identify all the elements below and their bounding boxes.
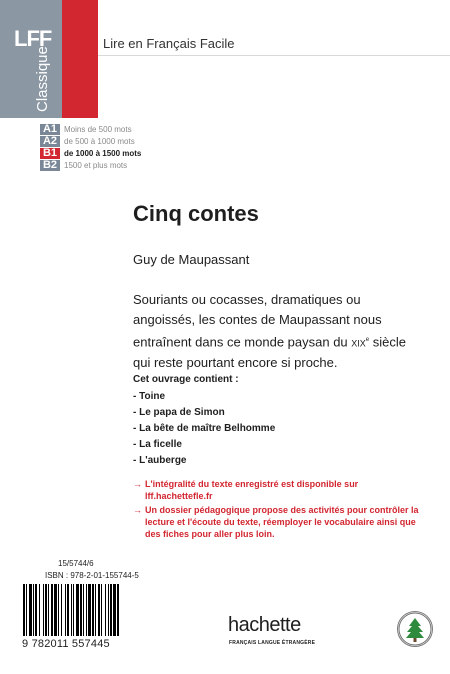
note-pedagogy bbox=[133, 504, 423, 540]
isbn: ISBN : 978-2-01-155744-5 bbox=[45, 571, 139, 580]
list-item: - La bête de maître Belhomme bbox=[133, 423, 276, 434]
note-text: L'intégralité du texte enregistré est disponible sur lff.hachettefle.fr bbox=[145, 479, 359, 501]
blurb-text: Souriants ou cocasses, dramatiques ou angoissés, les contes de Maupassant nous entraînent dans ce monde paysan du bbox=[133, 292, 382, 350]
publisher-subtitle: FRANÇAIS LANGUE ÉTRANGÈRE bbox=[229, 640, 316, 646]
level-text: de 500 à 1000 mots bbox=[64, 137, 135, 146]
collection-red-bar bbox=[62, 0, 98, 118]
series-label: Classique bbox=[34, 46, 51, 112]
level-text-active: de 1000 à 1500 mots bbox=[64, 149, 142, 158]
tree-icon bbox=[397, 611, 433, 647]
blurb-text-end: siècle qui reste pourtant encore si proche. bbox=[133, 334, 406, 371]
book-blurb bbox=[133, 290, 423, 373]
book-title: Cinq contes bbox=[133, 201, 259, 226]
barcode-icon bbox=[22, 584, 152, 636]
reference-code: 15/5744/6 bbox=[58, 559, 94, 568]
lff-logo: LFF bbox=[14, 26, 52, 51]
level-text: 1500 et plus mots bbox=[64, 161, 128, 170]
list-item: - Le papa de Simon bbox=[133, 407, 225, 418]
list-item: - La ficelle bbox=[133, 439, 182, 450]
list-item: - Toine bbox=[133, 391, 166, 402]
collection-title: Lire en Français Facile bbox=[103, 36, 235, 51]
blurb-century: XIX bbox=[351, 338, 366, 349]
level-text: Moins de 500 mots bbox=[64, 125, 132, 134]
level-badge: A1 bbox=[40, 124, 60, 135]
blurb-century-suffix: e bbox=[365, 337, 370, 343]
level-badge: B2 bbox=[40, 160, 60, 171]
publisher-logo: hachette bbox=[228, 614, 301, 636]
contents-list bbox=[133, 389, 275, 469]
level-badge-active: B1 bbox=[40, 148, 60, 159]
contents-heading: Cet ouvrage contient : bbox=[133, 374, 239, 385]
arrow-right-icon: → bbox=[133, 505, 142, 515]
list-item: - L'auberge bbox=[133, 455, 187, 466]
barcode-digits: 9 782011 557445 bbox=[22, 638, 110, 650]
notes bbox=[133, 478, 423, 542]
note-text: Un dossier pédagogique propose des activités pour contrôler la lecture et l'écoute du texte, réemployer le vocabulaire ainsi que des fiches pour aller plus loin. bbox=[145, 505, 419, 539]
arrow-right-icon: → bbox=[133, 479, 142, 489]
note-audio bbox=[133, 478, 423, 502]
book-author: Guy de Maupassant bbox=[133, 252, 250, 267]
level-badge: A2 bbox=[40, 136, 60, 147]
